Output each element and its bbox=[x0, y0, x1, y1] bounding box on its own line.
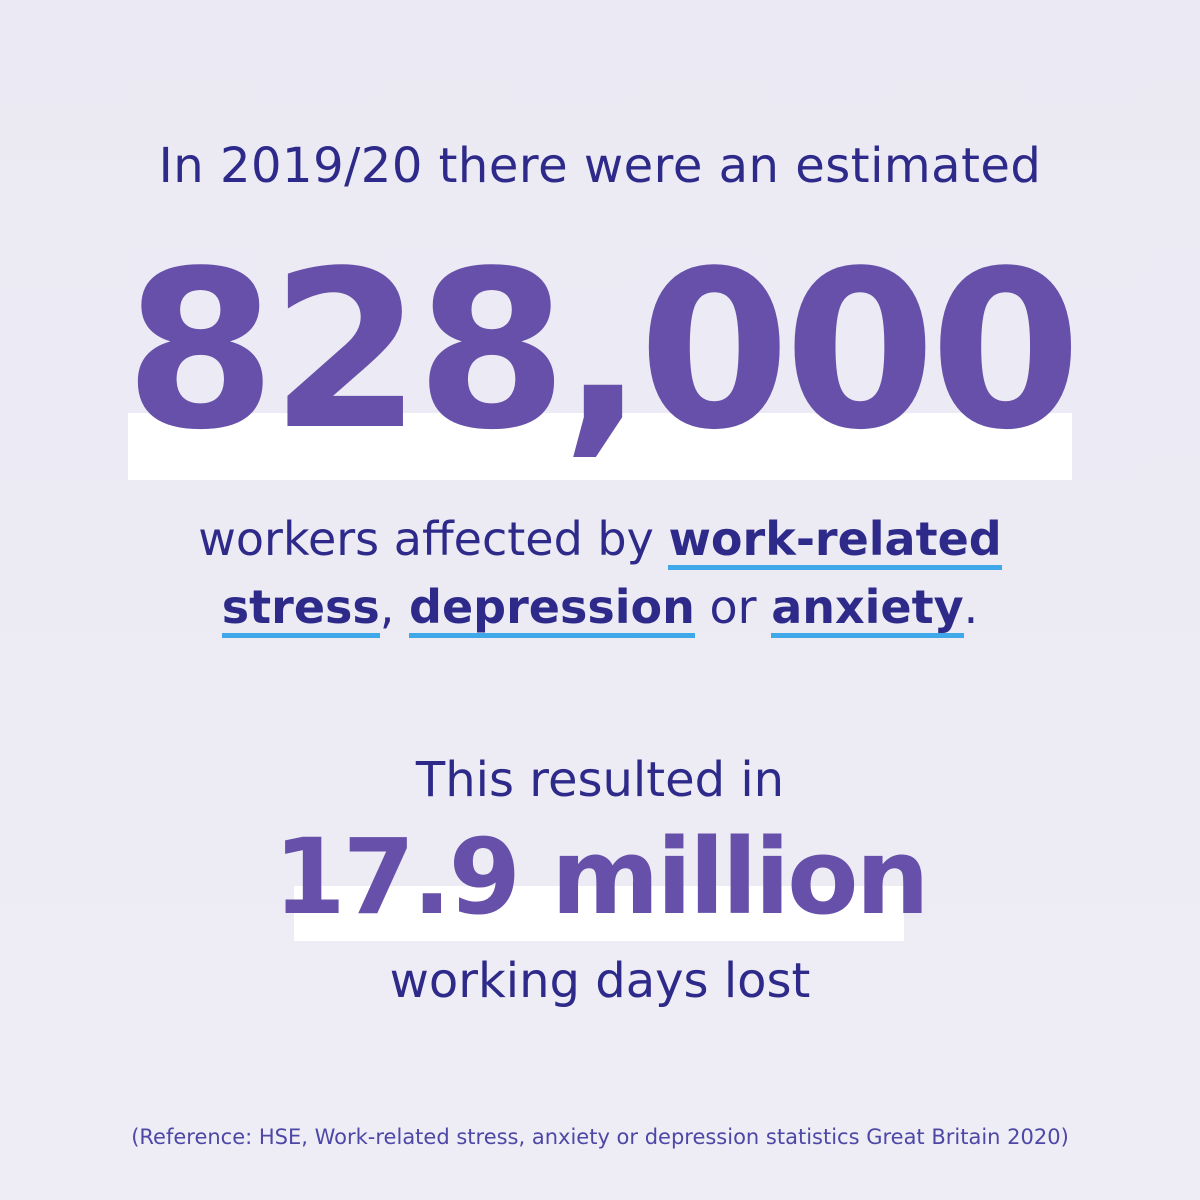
description-period: . bbox=[963, 580, 979, 634]
description-prefix: workers affected by bbox=[198, 512, 669, 566]
term-stress: stress bbox=[222, 583, 380, 638]
description-line-2 bbox=[0, 580, 1200, 638]
description-line-1 bbox=[0, 512, 1200, 570]
intro-text: In 2019/20 there were an estimated bbox=[158, 138, 1042, 194]
term-anxiety: anxiety bbox=[771, 583, 963, 638]
headline-stat bbox=[0, 222, 1200, 482]
term-depression: depression bbox=[409, 583, 695, 638]
term-work-related: work-related bbox=[668, 515, 1001, 570]
result-number: 17.9 million bbox=[273, 816, 927, 938]
headline-number: 828,000 bbox=[124, 225, 1076, 478]
result-stat bbox=[0, 812, 1200, 942]
description-joiner: or bbox=[694, 580, 772, 634]
description-comma: , bbox=[379, 580, 410, 634]
result-suffix-text: working days lost bbox=[389, 953, 811, 1009]
result-intro-text: This resulted in bbox=[415, 752, 785, 808]
reference-text: (Reference: HSE, Work-related stress, anxiety or depression statistics Great Britain 2020) bbox=[131, 1125, 1069, 1149]
